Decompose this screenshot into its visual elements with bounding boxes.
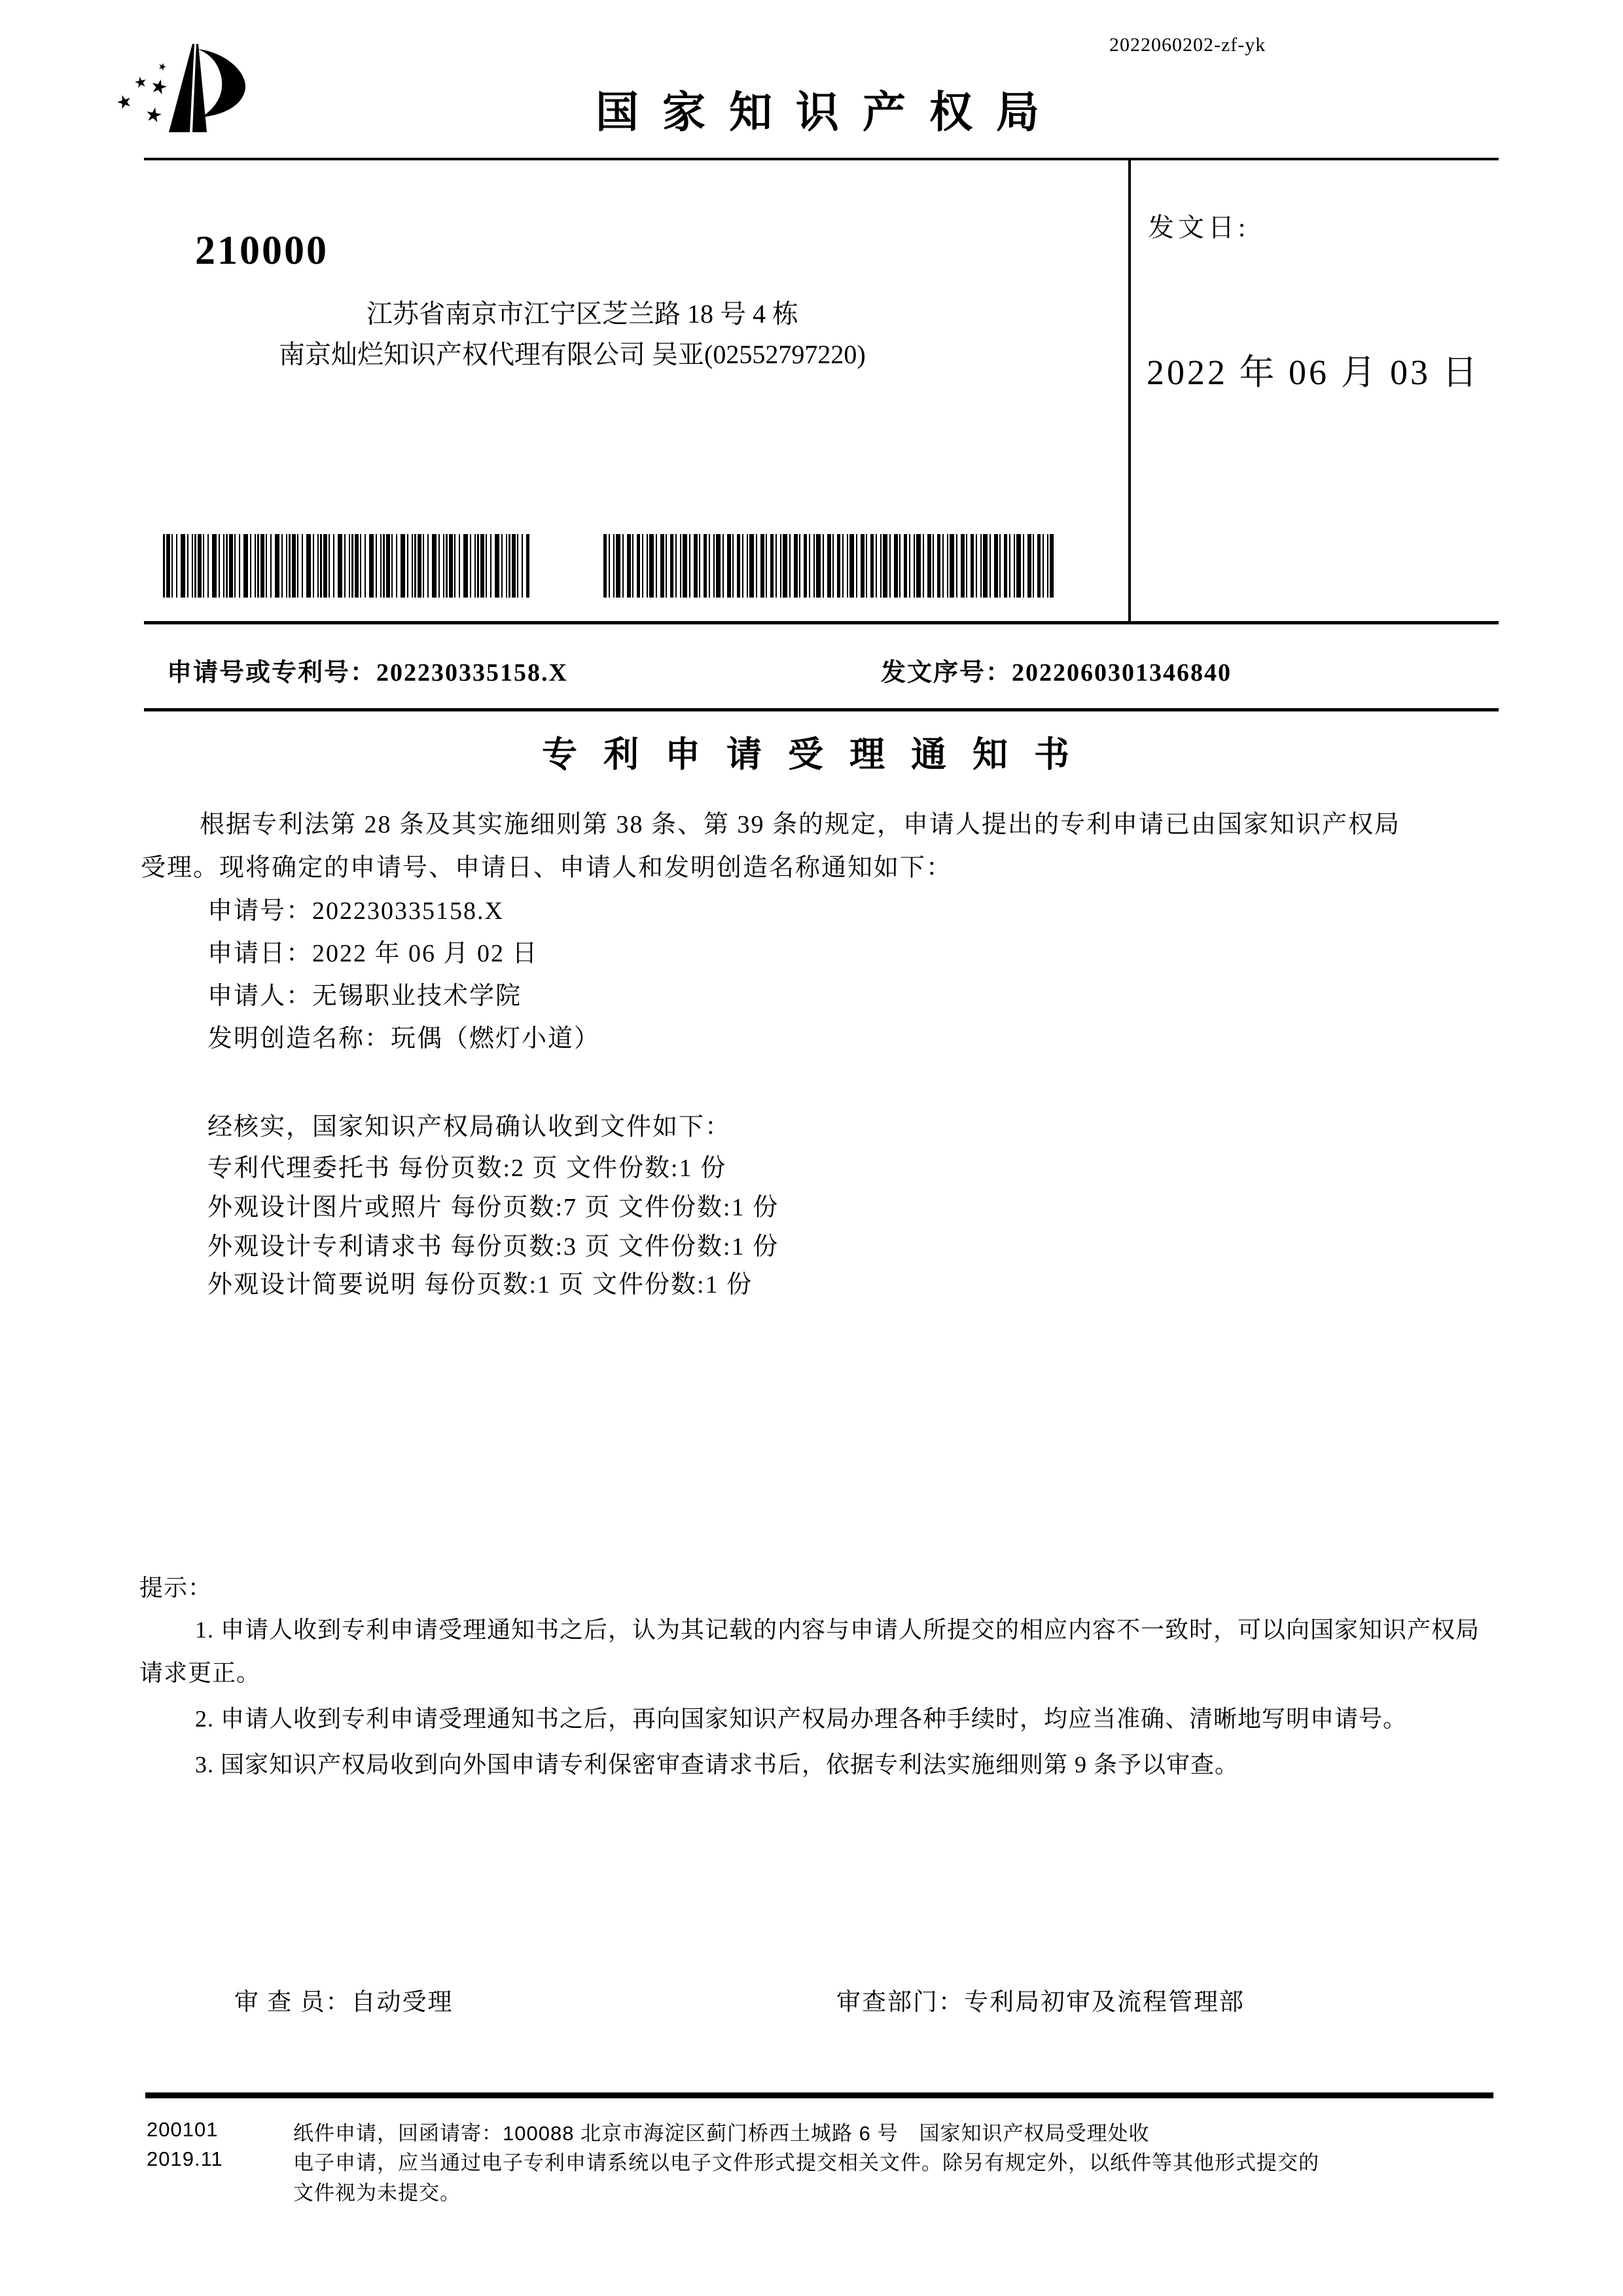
serial-number-value: 2022060301346840	[1012, 659, 1232, 687]
footer-e-filing-line-1: 电子申请，应当通过电子专利申请系统以电子文件形式提交相关文件。除另有规定外，以纸件等其他形式提交的	[293, 2151, 1319, 2174]
form-revision-date: 2019.11	[147, 2147, 223, 2170]
detail-value: 202230335158.X	[312, 897, 504, 925]
examiner-value: 自动受理	[351, 1989, 454, 2016]
application-number-label: 申请号或专利号：	[167, 659, 377, 687]
footer-paper-filing-line: 纸件申请，回函请寄：100088 北京市海淀区蓟门桥西土城路 6 号 国家知识产权局受理处收	[293, 2122, 1150, 2145]
form-code: 200101	[147, 2118, 219, 2141]
notice-intro-line-2: 受理。现将确定的申请号、申请日、申请人和发明创造名称通知如下：	[141, 854, 953, 882]
received-file-item: 外观设计图片或照片 每份页数:7 页 文件份数:1 份	[207, 1194, 779, 1221]
footer-divider-line	[145, 2092, 1493, 2098]
note-line: 请求更正。	[139, 1660, 261, 1686]
detail-value: 玩偶（燃灯小道）	[391, 1025, 601, 1052]
received-file-item: 专利代理委托书 每份页数:2 页 文件份数:1 份	[207, 1155, 727, 1182]
note-line: 1. 申请人收到专利申请受理通知书之后，认为其记载的内容与申请人所提交的相应内容不一致时，可以向国家知识产权局	[195, 1617, 1480, 1643]
cnipa-logo-icon	[118, 36, 249, 137]
recipient-address: 江苏省南京市江宁区芝兰路 18 号 4 栋	[366, 299, 798, 329]
recipient-postal-code: 210000	[195, 228, 329, 273]
detail-label: 申请日：	[207, 940, 313, 967]
department-value: 专利局初审及流程管理部	[964, 1989, 1245, 2016]
application-number-barcode	[163, 534, 529, 598]
detail-invention-title	[207, 1018, 600, 1054]
notice-intro-line-1: 根据专利法第 28 条及其实施细则第 38 条、第 39 条的规定，申请人提出的专利申请已由国家知识产权局	[200, 811, 1401, 838]
department-label: 审查部门：	[836, 1989, 964, 2016]
application-number-field	[167, 652, 568, 688]
detail-application-number	[207, 890, 504, 926]
serial-number-label: 发文序号：	[881, 659, 1012, 687]
received-files-intro: 经核实，国家知识产权局确认收到文件如下：	[207, 1113, 732, 1141]
issue-date-label: 发文日:	[1148, 213, 1250, 242]
detail-value: 无锡职业技术学院	[312, 982, 522, 1010]
detail-label: 申请号：	[207, 897, 313, 925]
detail-value: 2022 年 06 月 02 日	[312, 940, 539, 967]
agency-title: 国家知识产权局	[596, 89, 1063, 137]
notes-title: 提示：	[139, 1575, 213, 1601]
note-line: 2. 申请人收到专利申请受理通知书之后，再向国家知识产权局办理各种手续时，均应当准确、清晰地写明申请号。	[195, 1706, 1408, 1732]
notice-title: 专利申请受理通知书	[542, 735, 1096, 774]
issue-box-divider-line	[1128, 158, 1131, 624]
examiner-label: 审 查 员：	[234, 1989, 351, 2016]
note-line: 3. 国家知识产权局收到向外国申请专利保密审查请求书后，依据专利法实施细则第 9 条予以审查。	[195, 1751, 1240, 1778]
info-bar-bottom-line	[144, 708, 1499, 711]
application-number-value: 202230335158.X	[376, 659, 568, 687]
header-divider-line	[144, 158, 1499, 160]
serial-number-field	[881, 652, 1232, 688]
recipient-agent-line: 南京灿烂知识产权代理有限公司 吴亚(02552797220)	[279, 340, 866, 369]
detail-label: 发明创造名称：	[207, 1025, 391, 1052]
department-field	[836, 1982, 1245, 2017]
received-file-item: 外观设计专利请求书 每份页数:3 页 文件份数:1 份	[207, 1233, 779, 1261]
footer-e-filing-line-2: 文件视为未提交。	[293, 2181, 461, 2204]
serial-number-barcode	[603, 534, 1054, 598]
detail-applicant	[207, 975, 522, 1011]
document-reference-number: 2022060202-zf-yk	[1109, 34, 1266, 56]
received-file-item: 外观设计简要说明 每份页数:1 页 文件份数:1 份	[207, 1271, 753, 1299]
examiner-field	[234, 1982, 454, 2017]
issue-date-value: 2022 年 06 月 03 日	[1147, 353, 1480, 392]
info-bar-top-line	[144, 621, 1499, 624]
detail-label: 申请人：	[207, 982, 313, 1010]
detail-filing-date	[207, 933, 539, 969]
